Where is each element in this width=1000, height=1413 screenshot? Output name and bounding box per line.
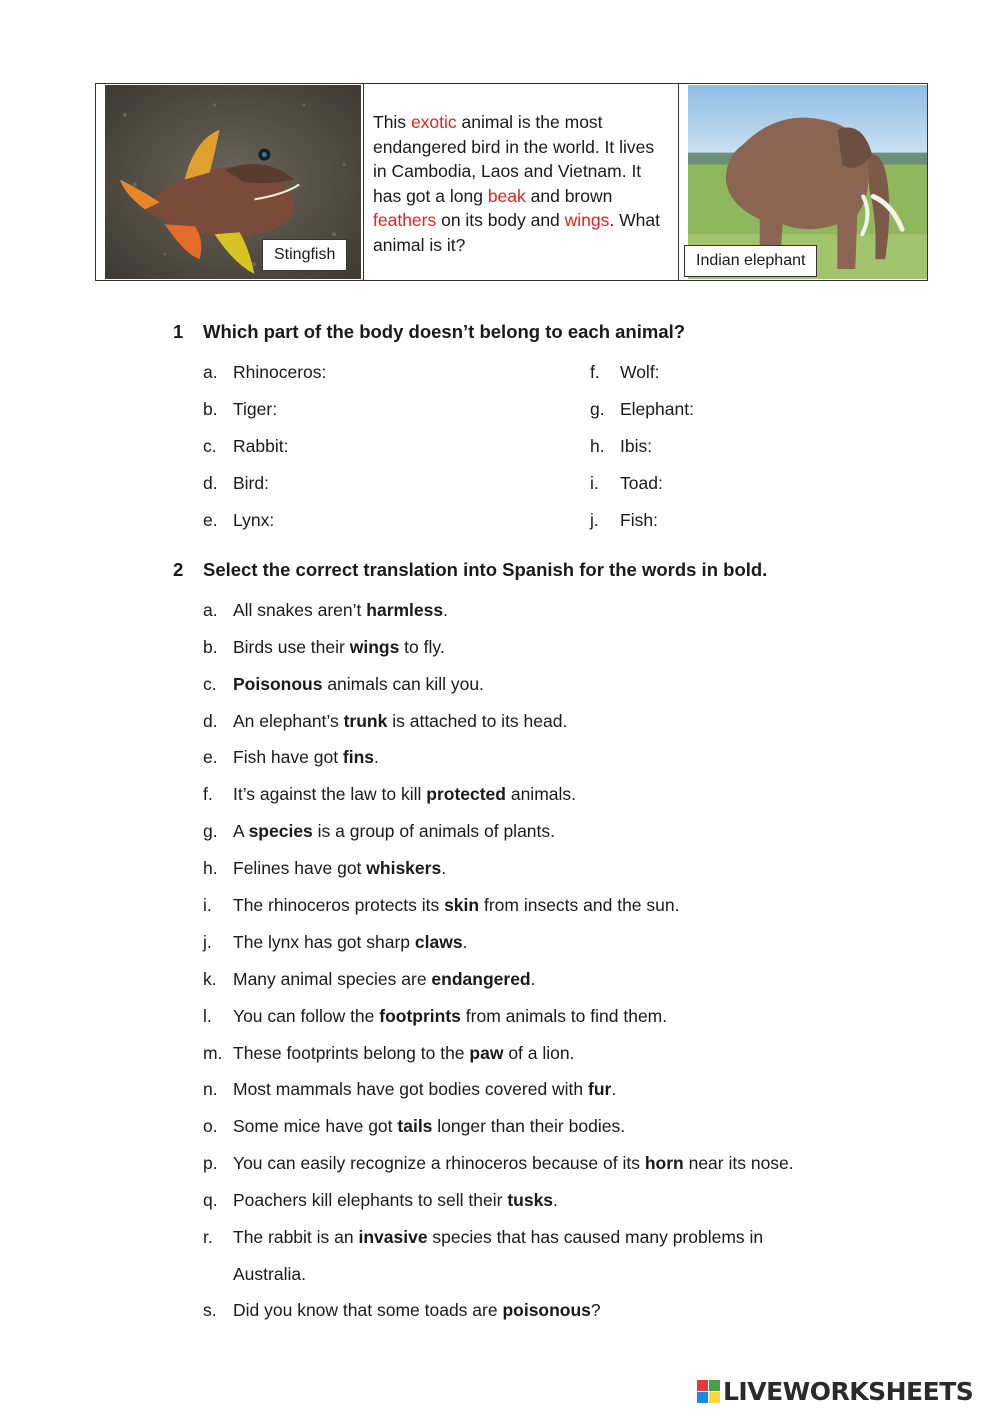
q2-item <box>203 858 446 879</box>
bold-word: tails <box>397 1116 433 1136</box>
item-letter: k. <box>203 969 217 989</box>
item-letter: e. <box>203 510 218 530</box>
item-text-after: . <box>553 1190 558 1210</box>
question-number: 1 <box>173 321 184 342</box>
item-text-before: All snakes aren’t <box>233 600 367 620</box>
item-text-before: Felines have got <box>233 858 367 878</box>
item-letter: j. <box>203 932 212 952</box>
item-text-after: animals. <box>505 784 577 804</box>
bold-word: invasive <box>358 1227 428 1247</box>
item-text-after: to fly. <box>399 637 445 657</box>
item-letter: d. <box>203 473 218 493</box>
liveworksheets-logo <box>697 1377 973 1406</box>
item-letter: g. <box>203 821 218 841</box>
item-text-after: from animals to find them. <box>460 1006 668 1026</box>
item-text: Lynx: <box>233 510 275 530</box>
bold-word: paw <box>469 1043 504 1063</box>
item-text: Tiger: <box>233 399 278 419</box>
q1-item <box>590 399 694 420</box>
elephant-cell <box>679 84 927 280</box>
bold-word: tusks <box>507 1190 554 1210</box>
logo-text: LIVEWORKSHEETS <box>723 1377 974 1406</box>
item-text: Rhinoceros: <box>233 362 327 382</box>
item-text-before: An elephant’s <box>233 711 344 731</box>
item-text: Wolf: <box>620 362 660 382</box>
item-text-after: . <box>611 1079 617 1099</box>
header-table <box>95 83 928 281</box>
item-text-after: from insects and the sun. <box>479 895 680 915</box>
item-text: Ibis: <box>620 436 653 456</box>
item-text: Fish: <box>620 510 658 530</box>
item-text-before: Most mammals have got bodies covered with <box>233 1079 589 1099</box>
item-letter: i. <box>590 473 599 493</box>
bold-word: harmless <box>366 600 444 620</box>
bold-word: footprints <box>379 1006 461 1026</box>
logo-mark-icon <box>697 1380 720 1403</box>
item-letter: f. <box>203 784 213 804</box>
item-letter: l. <box>203 1006 212 1026</box>
item-text-before: The lynx has got sharp <box>233 932 415 952</box>
q1-item <box>203 399 277 420</box>
q2-item <box>203 969 536 990</box>
item-letter: i. <box>203 895 212 915</box>
q2-item <box>203 711 567 732</box>
item-text-after: is attached to its head. <box>387 711 568 731</box>
q2-item <box>203 637 445 658</box>
q2-item <box>203 1116 625 1137</box>
q1-item <box>590 473 663 494</box>
item-letter: c. <box>203 674 217 694</box>
bold-word: fins <box>342 747 375 767</box>
item-text-before: Fish have got <box>233 747 343 767</box>
item-text-after: ? <box>590 1300 601 1320</box>
bold-word: trunk <box>343 711 388 731</box>
q2-item <box>203 747 379 768</box>
q2-item <box>203 1190 558 1211</box>
item-text-before: A <box>233 821 249 841</box>
item-letter: g. <box>590 399 605 419</box>
item-text-before: Did you know that some toads are <box>233 1300 503 1320</box>
riddle-keyword: feathers <box>373 210 437 230</box>
item-text-before: Poachers kill elephants to sell their <box>233 1190 508 1210</box>
bold-word: claws <box>414 932 463 952</box>
elephant-caption: Indian elephant <box>684 245 817 277</box>
question-number: 2 <box>173 559 184 580</box>
riddle-text <box>373 110 670 257</box>
item-text-before: You can easily recognize a rhinoceros because of its <box>233 1153 645 1173</box>
bold-word: fur <box>588 1079 612 1099</box>
fish-cell <box>96 84 364 280</box>
riddle-keyword: wings <box>564 210 610 230</box>
q2-item <box>203 821 555 842</box>
item-text-before: Many animal species are <box>233 969 432 989</box>
riddle-segment: This <box>373 112 411 132</box>
item-text-before: These footprints belong to the <box>233 1043 470 1063</box>
bold-word: skin <box>444 895 480 915</box>
item-text-after: . <box>462 932 468 952</box>
item-letter: n. <box>203 1079 218 1099</box>
item-text-before: The rabbit is an <box>233 1227 359 1247</box>
q2-item-continuation <box>203 1264 306 1285</box>
riddle-segment: and brown <box>525 185 613 206</box>
q2-item <box>203 1043 574 1064</box>
item-text-after: species that has caused many problems in <box>427 1227 764 1247</box>
question-1-title <box>173 321 685 343</box>
item-letter: f. <box>590 362 600 382</box>
item-letter: h. <box>590 436 605 456</box>
q2-item <box>203 895 679 916</box>
item-text-before: Birds use their <box>233 637 350 657</box>
q2-item <box>203 1300 601 1321</box>
item-text-after: near its nose. <box>683 1153 794 1173</box>
item-letter: a. <box>203 600 218 620</box>
question-2-title <box>173 559 767 581</box>
riddle-segment: on its body and <box>436 210 565 230</box>
item-letter: d. <box>203 711 218 731</box>
item-letter: b. <box>203 399 218 419</box>
stingfish-caption: Stingfish <box>262 239 347 271</box>
q1-item <box>203 473 269 494</box>
item-text-before: The rhinoceros protects its <box>233 895 445 915</box>
item-text: Elephant: <box>620 399 694 419</box>
bold-word: species <box>248 821 313 841</box>
item-text-after: animals can kill you. <box>322 674 484 694</box>
item-text: Toad: <box>620 473 663 493</box>
item-text: Rabbit: <box>233 436 289 456</box>
question-text: Which part of the body doesn’t belong to each animal? <box>203 321 686 342</box>
q2-item <box>203 674 484 695</box>
q2-item <box>203 932 467 953</box>
item-letter: j. <box>590 510 599 530</box>
q2-item <box>203 1153 794 1174</box>
q2-item <box>203 1079 616 1100</box>
item-text-before: Some mice have got <box>233 1116 398 1136</box>
q2-item <box>203 784 576 805</box>
item-letter: p. <box>203 1153 218 1173</box>
q1-item <box>203 510 274 531</box>
bold-word: poisonous <box>502 1300 591 1320</box>
item-letter: m. <box>203 1043 223 1063</box>
q2-item <box>203 1227 763 1248</box>
riddle-cell <box>364 84 679 280</box>
logo-square <box>697 1380 708 1391</box>
item-letter: r. <box>203 1227 213 1247</box>
logo-square <box>697 1392 708 1403</box>
logo-square <box>709 1380 720 1391</box>
item-text-continuation: Australia. <box>233 1264 306 1284</box>
item-text-after: . <box>441 858 447 878</box>
q1-item <box>590 510 658 531</box>
logo-square <box>709 1392 720 1403</box>
item-text-after: . <box>443 600 448 620</box>
bold-word: Poisonous <box>233 674 323 694</box>
item-text-after: . <box>374 747 379 767</box>
riddle-segment: animal is the most endangered bird in the world. It lives in Cambodia, Laos and Vietnam. It has got a long <box>373 112 655 206</box>
item-text-after: longer than their bodies. <box>432 1116 626 1136</box>
bold-word: wings <box>349 637 400 657</box>
q1-item <box>590 436 652 457</box>
item-text-after: is a group of animals of plants. <box>312 821 556 841</box>
item-letter: h. <box>203 858 218 878</box>
item-text-after: of a lion. <box>503 1043 575 1063</box>
q2-item <box>203 600 448 621</box>
item-text-after: . <box>530 969 536 989</box>
item-letter: q. <box>203 1190 218 1210</box>
riddle-keyword: exotic <box>410 112 457 132</box>
q1-item <box>203 362 326 383</box>
item-letter: e. <box>203 747 218 767</box>
bold-word: horn <box>644 1153 684 1173</box>
item-text: Bird: <box>233 473 269 493</box>
item-letter: s. <box>203 1300 217 1320</box>
riddle-segment: . What animal is it? <box>373 210 660 255</box>
bold-word: protected <box>426 784 506 804</box>
item-letter: o. <box>203 1116 218 1136</box>
q2-item <box>203 1006 667 1027</box>
question-text: Select the correct translation into Spanish for the words in bold. <box>203 559 768 580</box>
item-letter: b. <box>203 637 218 657</box>
item-letter: c. <box>203 436 217 456</box>
bold-word: whiskers <box>366 858 442 878</box>
bold-word: endangered <box>431 969 531 989</box>
item-text-before: It’s against the law to kill <box>233 784 427 804</box>
riddle-keyword: beak <box>487 185 526 206</box>
item-letter: a. <box>203 362 218 382</box>
item-text-before: You can follow the <box>233 1006 380 1026</box>
q1-item <box>590 362 660 383</box>
q1-item <box>203 436 288 457</box>
